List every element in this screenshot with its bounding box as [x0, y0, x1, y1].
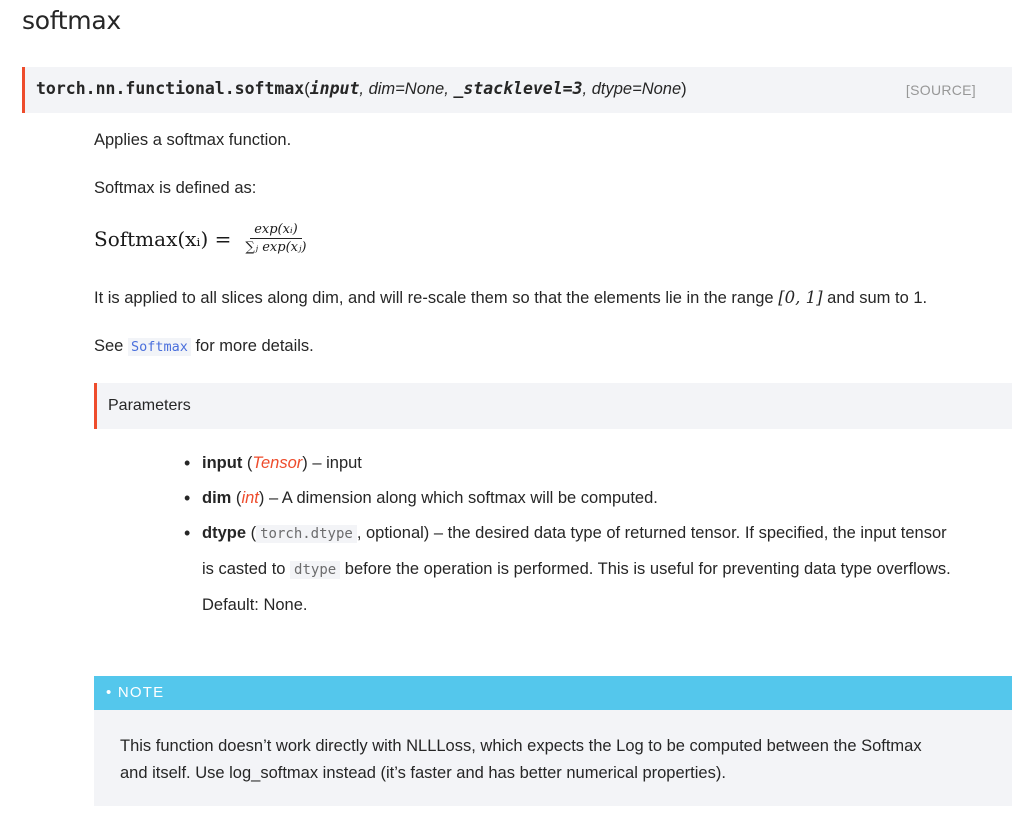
arg-dtype: dtype=None — [591, 80, 682, 98]
param-input: • input (Tensor) – input — [184, 446, 1014, 481]
note-label: NOTE — [117, 684, 165, 701]
param-dtype: • dtype ( torch.dtype , optional) – the desired data type of returned tensor. If specified, the input tensor is casted to dtype before the operation is performed. This is useful for preventing data type overflows. Default: None. — [184, 516, 1014, 623]
type-link-tensor[interactable]: Tensor — [252, 454, 303, 472]
formula-numerator: exp(xᵢ) — [250, 222, 301, 239]
parameters-header — [94, 383, 1012, 429]
source-link[interactable]: [SOURCE] — [905, 82, 976, 98]
formula-denominator: ∑ⱼ exp(xⱼ) — [245, 240, 307, 255]
formula-fraction — [241, 222, 310, 255]
dtype-type-code: torch.dtype — [256, 525, 357, 543]
arg-dim: dim=None — [368, 80, 445, 98]
see-text: See Softmax for more details. — [94, 337, 314, 355]
range-math: [0, 1] — [778, 288, 823, 307]
arg-stacklevel: _stacklevel=3 — [453, 79, 583, 98]
parameter-list — [184, 446, 1014, 623]
param-dim: • dim (int) – A dimension along which softmax will be computed. — [184, 481, 1014, 516]
note-body: This function doesn’t work directly with NLLLoss, which expects the Log to be computed between the Softmax and itself. Use log_softmax instead (it’s faster and has better numerical properties). — [94, 710, 1012, 806]
type-link-int[interactable]: int — [241, 489, 259, 507]
note-bullet-icon: • — [106, 684, 118, 701]
softmax-formula — [94, 222, 310, 255]
page-title: softmax — [22, 6, 121, 35]
range-text: It is applied to all slices along dim, and will re-scale them so that the elements lie in the range [0, 1] and sum to 1. — [94, 288, 928, 307]
function-qualname: torch.nn.functional.softmax — [36, 79, 305, 98]
intro-text: Applies a softmax function. — [94, 131, 292, 149]
function-signature: torch.nn.functional.softmax(input, dim=None, _stacklevel=3, dtype=None) [SOURCE] — [22, 67, 1012, 113]
dtype-code: dtype — [290, 561, 340, 579]
note-header — [94, 676, 1012, 710]
arg-input: input — [309, 79, 360, 98]
softmax-link[interactable]: Softmax — [128, 338, 191, 356]
formula-lhs: Softmax(xᵢ) = — [94, 226, 232, 251]
parameters-label: Parameters — [108, 397, 191, 414]
definition-text: Softmax is defined as: — [94, 179, 257, 197]
